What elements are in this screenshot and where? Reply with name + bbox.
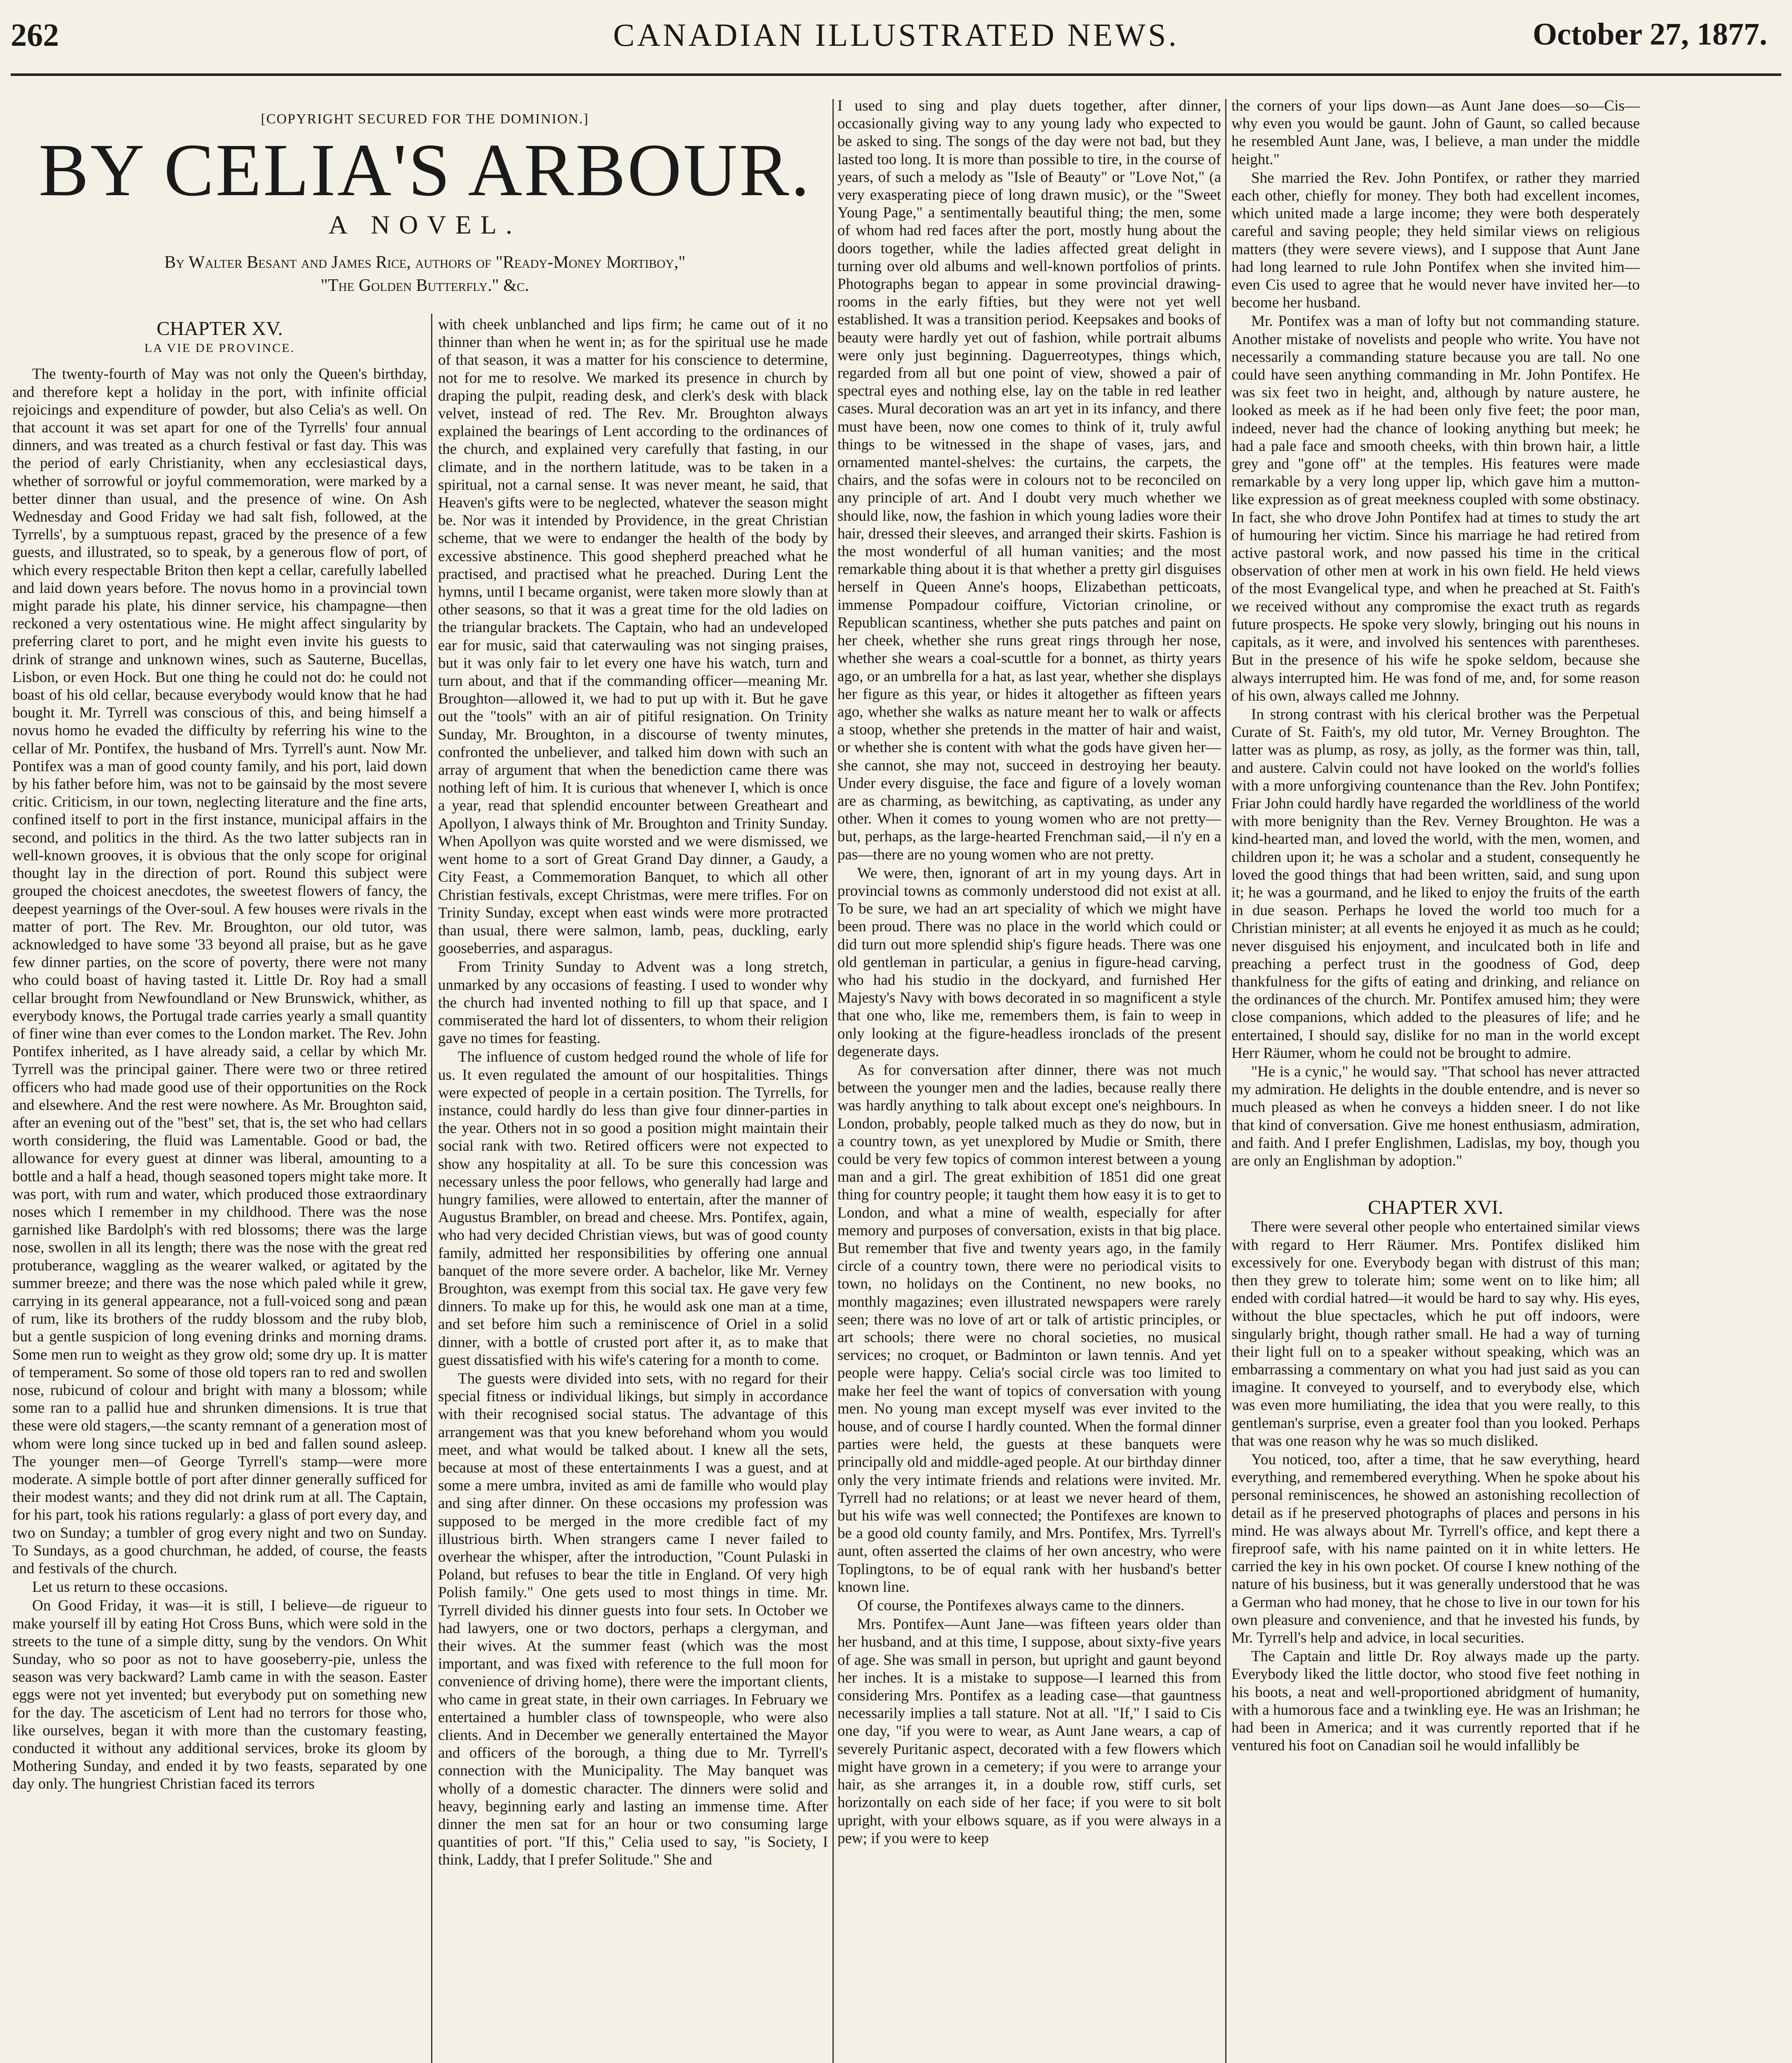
masthead [0,0,1792,91]
copyright-notice: [COPYRIGHT SECURED FOR THE DOMINION.] [261,111,589,127]
paragraph: On Good Friday, it was—it is still, I believe—de rigueur to make yourself ill by eating Hot Cross Buns, which were sold in the streets to the tune of a simple ditty, sung by the vendors. On Whit Sunday, who so poor as not to have gooseberry-pie, unless the season was very backward? Lamb came in with the season. Easter eggs were not yet invented; but everybody put on something new for the day. The asceticism of Lent had no terrors for those who, like ourselves, began it with more than the customary feasting, conducted it without any additional services, broke its gloom by Mothering Sunday, and ended it by two feasts, separated by one day only. The hungriest Christian faced its terrors [12,1597,427,1793]
masthead-rule [11,73,1781,76]
column-rule [1225,99,1226,2063]
column-1 [12,316,427,2063]
paragraph: The Captain and little Dr. Roy always made up the party. Everybody liked the little doctor, who stood five feet nothing in his boots, a neat and well-proportioned abridgment of humanity, with a humorous face and a twinkling eye. He was an Irishman; he had been in America; and it was currently reported that if he ventured his foot on Canadian soil he would infallibly be [1231,1648,1640,1754]
byline-line-2: "The Golden Butterfly." &c. [321,276,529,295]
paragraph: As for conversation after dinner, there was not much between the younger men and the ladies, because really there was hardly anything to talk about except one's neighbours. In London, probably, people talked much as they do now, but in a country town, as yet unexplored by Mudie or Smith, there could be very few topics of common interest between a young man and a girl. The great exhibition of 1851 did one great thing for country people; it taught them how easy it is to get to London, and what a mine of wealth, especially for after memory and purposes of conversation, exists in that big place. But remember that five and twenty years ago, in the family circle of a country town, there were no periodical visits to town, no holidays on the Continent, no new books, no monthly magazines; even illustrated newspapers were rarely seen; there was no love of art or talk of artistic principles, or art schools; there were no choral societies, no musical services; no croquet, or Badminton or lawn tennis. And yet people were happy. Celia's social circle was too limited to make her feel the want of topics of conversation with young men. No young man except myself was ever invited to the house, and of course I hardly counted. When the formal dinner parties were held, the guests at these banquets were principally old and middle-aged people. At our birthday dinner only the very intimate friends and relations were invited. Mr. Tyrrell had no relations; or at least we never heard of them, but his wife was well connected; the Pontifexes are known to be a good old county family, and Mrs. Pontifex, Mrs. Tyrrell's aunt, often asserted the claims of her own ancestry, who were Toplingtons, to be of equal rank with her husband's better known line. [837,1061,1221,1596]
article-title: BY CELIA'S ARBOUR. [38,129,811,212]
paragraph: I used to sing and play duets together, after dinner, occasionally giving way to any young lady who expected to be asked to sing. The songs of the day were not bad, but they lasted too long. It is more than possible to tire, in the course of years, of such a melody as "Isle of Beauty" or "Love Not," (a very exasperating piece of long drawn music), or the "Sweet Young Page," a sentimentally beautiful thing; the men, some of whom had red faces after the port, mostly hung about the doors together, while the ladies affected great delight in turning over old albums and well-known portfolios of prints. Photographs began to appear in some provincial drawing-rooms in the early fifties, but they were not yet well established. It was a transition period. Keepsakes and books of beauty were hardly yet out of fashion, while portrait albums were only just beginning. Daguerreotypes, things which, regarded from all but one point of view, showed a pair of spectral eyes and nothing else, lay on the table in red leather cases. Mural decoration was an art yet in its infancy, and there must have been, now one comes to think of it, truly awful things to be witnessed in the shape of vases, jars, and ornamented mantel-shelves: the curtains, the carpets, the chairs, and the sofas were in colours not to be reconciled on any principle of art. And I doubt very much whether we should like, now, the fashion in which young ladies wore their hair, dressed their sleeves, and arranged their skirts. Fashion is the most wonderful of all human vanities; and the most remarkable thing about it is that whether a pretty girl disguises herself in Queen Anne's hoops, Elizabethan petticoats, immense Pompadour coiffure, Victorian crinoline, or Republican scantiness, whether she puts patches and paint on her cheek, whether she runs great rings through her nose, whether she wears a coal-scuttle for a bonnet, as thirty years ago, or an umbrella for a hat, as last year, whether she displays her figure as this year, or hides it altogether as fifteen years ago, whether she walks as nature meant her to walk or affects a stoop, whether she pretends in the matter of hair and waist, or whether she is content with what the gods have given her—she cannot, she may not, succeed in destroying her beauty. Under every disguise, the face and figure of a lovely woman are as charming, as bewitching, as captivating, as under any other. When it comes to young women who are not pretty—but, perhaps, as the large-hearted Frenchman said,—il n'y en a pas—there are no young women who are not pretty. [837,97,1221,863]
paragraph: In strong contrast with his clerical brother was the Perpetual Curate of St. Faith's, my old tutor, Mr. Verney Broughton. The latter was as plump, as rosy, as jolly, as the former was thin, tall, and austere. Calvin could not have looked on the world's follies with a more unforgiving countenance than the Rev. John Pontifex; Friar John could hardly have regarded the worldliness of the world with more benignity than the Rev. Verney Broughton. He was a kind-hearted man, and loved the world, with the men, women, and children upon it; he was a scholar and a student, consequently he loved the good things that had been written, said, and sung upon it; he was a gourmand, and he liked to enjoy the fruits of the earth in due season. Perhaps he loved the world too much for a Christian minister; at all events he enjoyed it as much as he could; never disguised his enjoyment, and inculcated both in life and preaching a perfect trust in the goodness of God, deep thankfulness for the gifts of eating and drinking, and reliance on the ordinances of the church. Mr. Pontifex amused him; they were close companions, which added to the pleasures of life; and he entertained, I should say, dislike for no man in the world except Herr Räumer, whom he could not be brought to admire. [1231,706,1640,1062]
issue-date: October 27, 1877. [1533,17,1767,52]
chapter-heading: CHAPTER XV. [156,318,283,340]
paragraph: The twenty-fourth of May was not only the Queen's birthday, and therefore kept a holiday in the port, with infinite official rejoicings and expenditure of powder, but also Celia's as well. On that account it was set apart for one of the Tyrrells' four annual dinners, and was treated as a church festival or fast day. This was the period of early Christianity, when any ecclesiastical days, whether of sorrowful or joyful commemoration, were marked by a better dinner than usual, and the presence of wine. On Ash Wednesday and Good Friday we had salt fish, followed, at the Tyrrells', by a sumptuous repast, graced by the presence of a few guests, and illustrated, so to speak, by a generous flow of port, of which every respectable Briton then kept a cellar, carefully labelled and laid down years before. The novus homo in a provincial town might parade his plate, his dinner service, his champagne—then reckoned a very ostentatious wine. He might affect singularity by preferring claret to port, and he might even invite his guests to drink of strange and unknown wines, such as Sauterne, Bucellas, Lisbon, or even Hock. But one thing he could not do: he could not boast of his old cellar, because everybody would know that he had bought it. Mr. Tyrrell was conscious of this, and being himself a novus homo he evaded the difficulty by referring his wine to the cellar of Mr. Pontifex, the husband of Mrs. Tyrrell's aunt. Now Mr. Pontifex was a man of good county family, and his port, laid down by his father before him, was not to be gainsaid by the most severe critic. Criticism, in our town, neglecting literature and the fine arts, confined itself to port in the first instance, municipal affairs in the second, and politics in the third. As the two latter subjects ran in well-known grooves, it is obvious that the only scope for original thought lay in the direction of port. Round this subject were grouped the choicest anecdotes, the sweetest flowers of fancy, the deepest yearnings of the Over-soul. A few houses were rivals in the matter of port. The Rev. Mr. Broughton, our old tutor, was acknowledged to have some '33 beyond all praise, but as he gave few dinner parties, on the score of poverty, there were not many who could boast of having tasted it. Little Dr. Roy had a small cellar brought from Newfoundland or New Brunswick, whither, as everybody knows, the Portugal trade carries yearly a small quantity of finer wine than ever comes to the London market. The Rev. John Pontifex inherited, as I have already said, a cellar by which Mr. Tyrrell was the principal gainer. There were two or three retired officers who had made good use of their opportunities on the Rock and elsewhere. And the rest were nowhere. As Mr. Broughton said, after an evening out of the "best" set, that is, the set who had cellars worth considering, the fluid was Lamentable. Good or bad, the allowance for every guest at dinner was liberal, amounting to a bottle and a half a head, though seasoned topers might take more. It was port, with rum and water, which produced those extraordinary noses which I remember in my childhood. There was the nose garnished like Bardolph's with red blossoms; there was the large nose, swollen in all its length; there was the nose with the great red protuberance, waggling as the wearer walked, or agitated by the summer breeze; and there was the nose which paled while it grew, carrying in its general appearance, not a full-voiced song and pæan of rum, like its brothers of the ruddy blossom and the ruby blob, but a gentle suspicion of long evening drinks and morning drams. Some men run to weight as they grow old; some dry up. It is matter of temperament. So some of those old topers ran to red and swollen nose, rubicund of colour and bright with many a blossom; while some ran to a pallid hue and shrunken dimensions. It is true that these were old stagers,—the scanty remnant of a generation most of whom were long since tucked up in bed and fallen sound asleep. The younger men—of George Tyrrell's stamp—were more moderate. A simple bottle of port after dinner generally sufficed for their modest wants; and they did not drink rum at all. The Captain, for his part, took his rations regularly: a glass of port every day, and two on Sunday; a tumbler of grog every night and two on Sunday. To Sundays, as a good churchman, he added, of course, the feasts and festivals of the church. [12,366,427,1577]
column-3 [837,97,1221,2063]
column-2 [438,316,828,2063]
paragraph: From Trinity Sunday to Advent was a long stretch, unmarked by any occasions of feasting. I used to wonder why the church had invented nothing to fill up that space, and I commiserated the hard lot of dissenters, to whom their religion gave no times for feasting. [438,958,828,1047]
paragraph: Mr. Pontifex was a man of lofty but not commanding stature. Another mistake of novelists and people who write. You have not necessarily a commanding stature because you are tall. No one could have seen anything commanding in Mr. John Pontifex. He was six feet two in height, and, although by nature austere, he looked as meek as if he had been only five feet; the poor man, indeed, never had the chance of looking anything but meek; he had a pale face and smooth cheeks, with thin brown hair, a little grey and "gone off" at the temples. His features were made remarkable by a very long upper lip, which gave him a mutton-like expression as of great meekness coupled with some obstinacy. In fact, she who drove John Pontifex had at times to study the art of humouring her victim. Since his marriage he had retired from active pastoral work, and now passed his time in the critical observation of other men at work in his own field. He held views of the most Evangelical type, and when he preached at St. Faith's we received without any compromise the exact truth as regards future prospects. He spoke very slowly, bringing out his nouns in capitals, as it were, and involved his sentences with parentheses. But in the presence of his wife he spoke seldom, because she always interrupted him. He was fond of me, and, for some reason of his own, always called me Johnny. [1231,313,1640,704]
paragraph: "He is a cynic," he would say. "That school has never attracted my admiration. He delights in the double entendre, and is never so much pleased as when he conveys a hidden sneer. I do not like that kind of conversation. Give me honest enthusiasm, admiration, and faith. And I prefer Englishmen, Ladislas, my boy, though you are only an Englishman by adoption." [1231,1063,1640,1169]
paragraph: You noticed, too, after a time, that he saw everything, heard everything, and remembered everything. When he spoke about his personal reminiscences, he showed an astonishing recollection of detail as if he preserved photographs of places and persons in his mind. He was always about Mr. Tyrrell's office, and kept there a fireproof safe, with his name painted on it in white letters. He carried the key in his own pocket. Of course I knew nothing of the nature of his business, but it was generally understood that he was a German who had money, that he chose to live in our town for his own pleasure and convenience, and that he invested his funds, by Mr. Tyrrell's help and advice, in local securities. [1231,1451,1640,1647]
paragraph: the corners of your lips down—as Aunt Jane does—so—Cis—why even you would be gaunt. John of Gaunt, so called because he resembled Aunt Jane, was, I believe, a man under the middle height." [1231,97,1640,168]
paragraph: There were several other people who entertained similar views with regard to Herr Räumer. Mrs. Pontifex disliked him excessively for one. Everybody began with distrust of this man; then they grew to tolerate him; some went on to like him; all ended with cordial hatred—it would be hard to say why. His eyes, without the blue spectacles, which he put off indoors, were singularly bright, though rather small. He had a way of turning their light full on to a speaker without speaking, which was an embarrassing a commentary on what you had just said as you can imagine. It conveyed to yourself, and to everybody else, which was even more humiliating, the idea that you were really, to this gentleman's surprise, even a greater fool than you looked. Perhaps that was one reason why he was so much disliked. [1231,1218,1640,1449]
paragraph: Of course, the Pontifexes always came to the dinners. [857,1597,1185,1615]
paragraph: with cheek unblanched and lips firm; he came out of it no thinner than when he went in; as for the spiritual use he made of that season, it was a matter for his conscience to determine, not for me to resolve. We marked its presence in church by draping the pulpit, reading desk, and clerk's desk with black velvet, instead of red. The Rev. Mr. Broughton always explained the bearings of Lent according to the ordinances of the church, and explained very carefully that fasting, in our climate, and in the northern latitude, was to be taken in a spiritual, not a carnal sense. It was never meant, he said, that Heaven's gifts were to be neglected, whatever the season might be. Nor was it intended by Providence, in the great Christian scheme, that we were to endanger the health of the body by excessive abstinence. This good shepherd preached what he practised, and practised what he preached. During Lent the hymns, until I became organist, were taken more slowly than at other seasons, so that it was a great time for the old ladies on the triangular brackets. The Captain, who had an undeveloped ear for music, said that caterwauling was not singing praises, but it was only fair to let every one have his watch, turn and turn about, and that if the commanding officer—meaning Mr. Broughton—allowed it, we had to put up with it. But he gave out the "tools" with an air of pitiful resignation. On Trinity Sunday, Mr. Broughton, in a discourse of twenty minutes, confronted the unbeliever, and talked him down with such an array of argument that when the benediction came there was nothing left of him. It is curious that whenever I, which is once a year, read that splendid encounter between Greatheart and Apollyon, I always think of Mr. Broughton and Trinity Sunday. When Apollyon was quite worsted and we were dismissed, we went home to a sort of Great Grand Day dinner, a Gaudy, a City Feast, a Commemoration Banquet, to which all other Christian festivals, except Christmas, were mere trifles. For on Trinity Sunday, except when east winds were more protracted than usual, there were salmon, lamb, peas, duckling, early gooseberries, and asparagus. [438,316,828,957]
article-subtitle: A NOVEL. [328,210,521,239]
publication-title: CANADIAN ILLUSTRATED NEWS. [613,17,1179,53]
column-4 [1231,97,1640,2063]
byline [12,251,837,297]
column-rule [431,314,432,2063]
paragraph: The influence of custom hedged round the whole of life for us. It even regulated the amount of our hospitalities. Things were expected of people in a certain position. The Tyrrells, for instance, could hardly do less than give four dinner-parties in the year. Others not in so good a position might maintain their social rank with two. Retired officers were not expected to show any hospitality at all. To be sure this concession was necessary unless the poor fellows, who generally had large and hungry families, were allowed to entertain, after the manner of Augustus Brambler, on bread and cheese. Mrs. Pontifex, again, who had very decided Christian views, but was of good county family, admitted her responsibilities by offering one annual banquet of the more severe order. A bachelor, like Mr. Verney Broughton, was exempt from this social tax. He gave very few dinners. To make up for this, he would ask one man at a time, and set before him such a reminiscence of Oriel in a solid dinner, with a bottle of crusted port after it, as to make that guest dissatisfied with his wife's catering for a month to come. [438,1048,828,1369]
paragraph: Mrs. Pontifex—Aunt Jane—was fifteen years older than her husband, and at this time, I suppose, about sixty-five years of age. She was small in person, but upright and gaunt beyond her inches. It is a mistake to suppose—I learned this from considering Mrs. Pontifex as a leading case—that gauntness necessarily implies a tall stature. Not at all. "If," I said to Cis one day, "if you were to wear, as Aunt Jane wears, a cap of severely Puritanic aspect, decorated with a few flowers which might have grown in a cemetery; if you were to arrange your hair, as she arranges it, in a double row, stiff curls, set horizontally on each side of her face; if you were to sit bolt upright, with your elbows square, as if you were always in a pew; if you were to keep [837,1616,1221,1847]
paragraph: She married the Rev. John Pontifex, or rather they married each other, chiefly for money. They both had excellent incomes, which united made a large income; they were both desperately careful and saving people; they held similar views on religious matters (they were severe views), and I suppose that Aunt Jane had long learned to rule John Pontifex when she invited him—even Cis used to agree that he would never have invited her—to become her husband. [1231,169,1640,312]
byline-line-1: By Walter Besant and James Rice, authors of "Ready-Money Mortiboy," [164,253,686,272]
paragraph: The guests were divided into sets, with no regard for their special fitness or individual likings, but simply in accordance with their recognised social status. The advantage of this arrangement was that you knew beforehand whom you would meet, and what would be talked about. I knew all the sets, because at most of these entertainments I was a guest, and at some a mere umbra, invited as ami de famille who would play and sing after dinner. On these occasions my profession was supposed to be merged in the more credible fact of my illustrious birth. When strangers came I never failed to overhear the whisper, after the introduction, "Count Pulaski in Poland, but refuses to bear the title in England. Of very high Polish family." One gets used to most things in time. Mr. Tyrrell divided his dinner guests into four sets. In October we had lawyers, one or two doctors, perhaps a clergyman, and their wives. At the summer feast (which was the most important, and was fixed with reference to the full moon for convenience of driving home), there were the important clients, who came in great state, in their own carriages. In February we entertained a humbler class of townspeople, who were also clients. And in December we generally entertained the Mayor and officers of the borough, a thing due to Mr. Tyrrell's connection with the Municipality. The May banquet was wholly of a domestic character. The dinners were solid and heavy, beginning early and lasting an immense time. After dinner the men sat for an hour or two consuming large quantities of port. "If this," Celia used to say, "is Society, I think, Laddy, that I prefer Solitude." She and [438,1370,828,1869]
article-header [12,99,837,314]
column-rule [832,99,834,2063]
chapter-subheading: LA VIE DE PROVINCE. [144,341,295,355]
page-number: 262 [11,17,59,53]
paragraph: Let us return to these occasions. [32,1579,228,1596]
paragraph: We were, then, ignorant of art in my young days. Art in provincial towns as commonly understood did not exist at all. To be sure, we had an art speciality of which we might have been proud. There was no place in the world which could or did turn out more splendid ship's figure heads. There was one old gentleman in particular, a genius in figure-head carving, who had his studio in the dockyard, and furnished Her Majesty's Navy with bows decorated in so magnificent a style that one who, like me, remembers them, is fain to weep in only looking at the figure-headless ironclads of the present degenerate days. [837,864,1221,1060]
chapter-heading: CHAPTER XVI. [1368,1197,1503,1219]
